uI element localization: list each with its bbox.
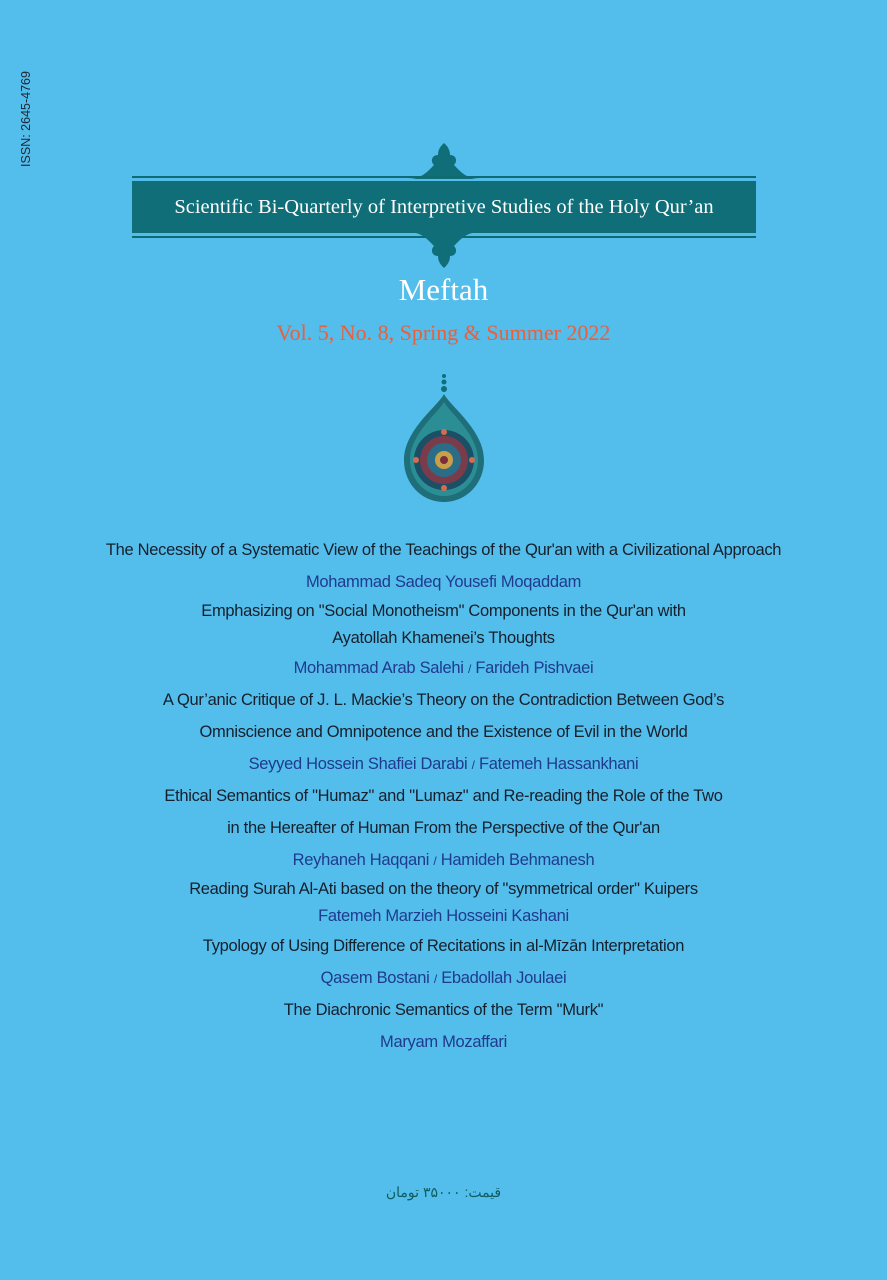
article-authors xyxy=(0,903,887,930)
article-authors xyxy=(0,652,887,684)
article-title-line: A Qur’anic Critique of J. L. Mackie’s Theory on the Contradiction Between God’s xyxy=(162,691,725,709)
author-separator: / xyxy=(433,972,437,986)
article-title-line: Emphasizing on "Social Monotheism" Components in the Qur'an with xyxy=(201,602,686,620)
price-label: قیمت: ۳۵۰۰۰ تومان xyxy=(385,1184,502,1200)
article-title-line: Ethical Semantics of "Humaz" and "Lumaz" and Re-reading the Role of the Two xyxy=(164,787,723,805)
author-separator: / xyxy=(471,758,475,772)
article-title-line: in the Hereafter of Human From the Perspective of the Qur'an xyxy=(227,819,660,837)
article-authors xyxy=(0,1026,887,1058)
volume-info: Vol. 5, No. 8, Spring & Summer 2022 xyxy=(276,320,611,345)
author-name: Maryam Mozaffari xyxy=(380,1033,507,1051)
author-name: Fatemeh Marzieh Hosseini Kashani xyxy=(318,907,569,925)
article-title-line: The Necessity of a Systematic View of the Teachings of the Qur'an with a Civilizational Approach xyxy=(105,541,782,559)
banner-top-rule xyxy=(132,176,756,178)
bottom-ornament xyxy=(408,232,480,268)
author-name: Fatemeh Hassankhani xyxy=(479,755,639,773)
article-title-line: Typology of Using Difference of Recitations in al-Mīzān Interpretation xyxy=(202,937,685,955)
article-title-line: Omniscience and Omnipotence and the Existence of Evil in the World xyxy=(199,723,688,741)
article-title-line: Ayatollah Khamenei’s Thoughts xyxy=(332,629,555,647)
author-name: Farideh Pishvaei xyxy=(475,659,594,677)
series-title-banner xyxy=(132,181,756,233)
author-separator: / xyxy=(433,854,437,868)
medallion-emblem-icon xyxy=(398,372,490,504)
author-name: Mohammad Sadeq Yousefi Moqaddam xyxy=(305,573,582,591)
top-ornament xyxy=(408,143,480,179)
journal-name: Meftah xyxy=(398,272,489,307)
article-authors xyxy=(0,748,887,780)
author-name: Ebadollah Joulaei xyxy=(441,969,567,987)
author-name: Mohammad Arab Salehi xyxy=(293,659,464,677)
article-authors xyxy=(0,962,887,994)
table-of-contents xyxy=(0,534,887,1058)
author-name: Qasem Bostani xyxy=(320,969,430,987)
issn-text: ISSN: 2645-4769 xyxy=(19,71,33,167)
article-title-line: The Diachronic Semantics of the Term "Murk" xyxy=(283,1001,604,1019)
author-name: Reyhaneh Haqqani xyxy=(292,851,430,869)
author-name: Seyyed Hossein Shafiei Darabi xyxy=(248,755,468,773)
article-title-line: Reading Surah Al-Ati based on the theory of "symmetrical order" Kuipers xyxy=(189,880,698,898)
author-name: Hamideh Behmanesh xyxy=(440,851,595,869)
series-title: Scientific Bi-Quarterly of Interpretive Studies of the Holy Qur’an xyxy=(174,195,714,218)
issn-label xyxy=(14,64,38,174)
author-separator: / xyxy=(467,662,472,676)
article-authors xyxy=(0,844,887,876)
article-authors xyxy=(0,566,887,598)
